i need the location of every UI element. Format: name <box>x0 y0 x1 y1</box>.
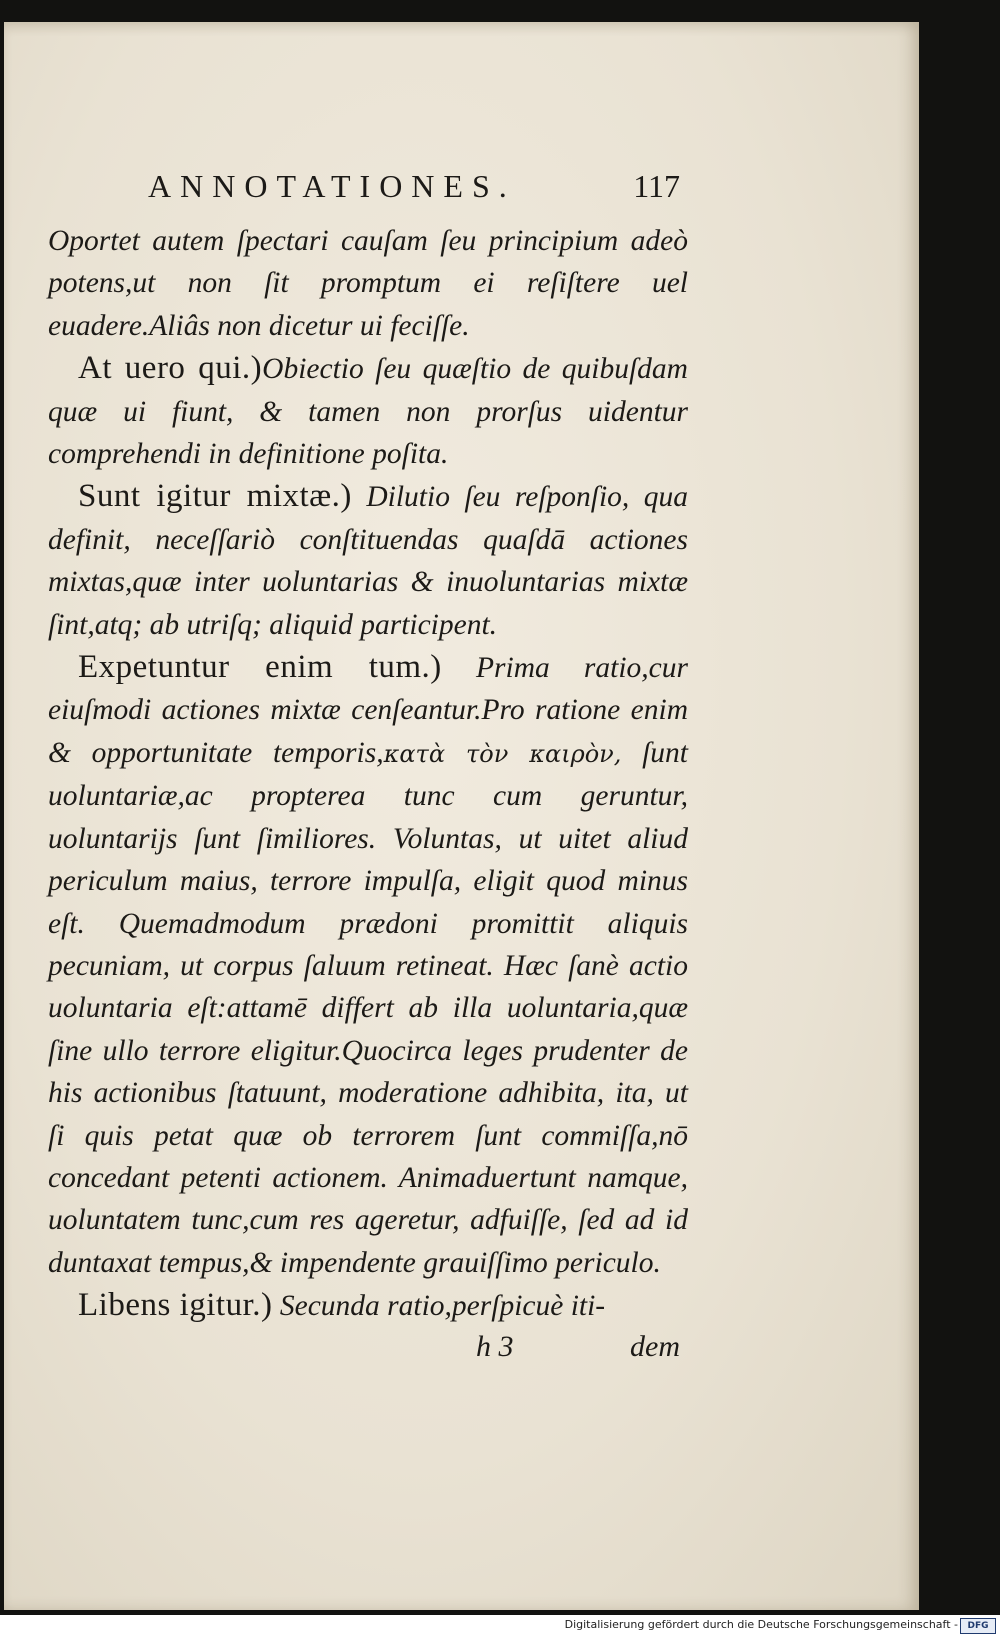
running-head <box>48 162 688 220</box>
footer-bar <box>0 1615 1000 1635</box>
catchword: dem <box>630 1329 680 1363</box>
book-page <box>4 22 919 1610</box>
paragraph-text: Dilutio ſeu reſponſio, qua definit, neceſſariò conſtituendas quaſdā actiones mixtas,quæ inter uoluntarias & inuoluntarias mixtæ ſint,atq; ab utriſq; aliquid participent. <box>48 481 688 641</box>
paragraph-text: Secunda ratio,perſpicuè iti- <box>279 1290 606 1323</box>
paragraph-4 <box>48 646 688 1284</box>
paragraph-3 <box>48 475 688 646</box>
lemma: Libens igitur.) <box>78 1287 273 1324</box>
page-number: 117 <box>633 168 680 204</box>
signature-mark: h 3 <box>476 1329 514 1363</box>
dfg-logo: DFG <box>960 1618 996 1634</box>
paragraph-text-continued: ſunt uoluntariæ,ac propterea tunc cum geruntur, uoluntarijs ſunt ſimiliores. Voluntas, ut uitet aliud periculum maius, terrore impulſa, eligit quod minus eſt. Quemadmodum prædoni promittit aliquis pecuniam, ut corpus ſaluum retineat. Hæc ſanè actio uoluntaria eſt:attamē differt ab illa uoluntaria,quæ ſine ullo terrore eligitur.Quocirca leges prudenter de his actionibus ſtatuunt, moderatione adhibita, ita, ut ſi quis petat quæ ob terrorem ſunt commiſſa,nō concedant petenti actionem. Animaduertunt namque, uoluntatem tunc,cum res ageretur, adfuiſſe, ſed ad id duntaxat tempus,& impendente grauiſſimo periculo. <box>48 736 688 1279</box>
footer-credit: Digitalisierung gefördert durch die Deutsche Forschungsgemeinschaft - <box>564 1618 958 1631</box>
lemma: Sunt igitur mixtæ.) <box>78 478 352 515</box>
lemma: Expetuntur enim tum.) <box>78 649 442 686</box>
running-head-title: ANNOTATIONES. <box>148 168 516 204</box>
paragraph-text: Oportet autem ſpectari cauſam ſeu principium adeò potens,ut non ſit promptum ei reſiſtere uel euadere.Aliâs non dicetur ui feciſſe. <box>48 225 688 342</box>
paragraph-5 <box>48 1284 688 1327</box>
catchline <box>48 1328 688 1372</box>
greek-phrase: κατὰ τὸν καιρὸν, <box>383 739 622 768</box>
paragraph-text: Obiectio ſeu quæſtio de quibuſdam quæ ui fiunt, & tamen non prorſus uidentur comprehendi in definitione poſita. <box>48 353 688 471</box>
paragraph-text: Prima ratio,cur eiuſmodi actiones mixtæ cenſeantur.Pro ratione enim & opportunitate temporis, <box>48 652 689 769</box>
paragraph-1 <box>48 220 688 347</box>
text-block <box>48 162 688 1372</box>
lemma: At uero qui.) <box>78 350 263 387</box>
paragraph-2 <box>48 347 688 475</box>
